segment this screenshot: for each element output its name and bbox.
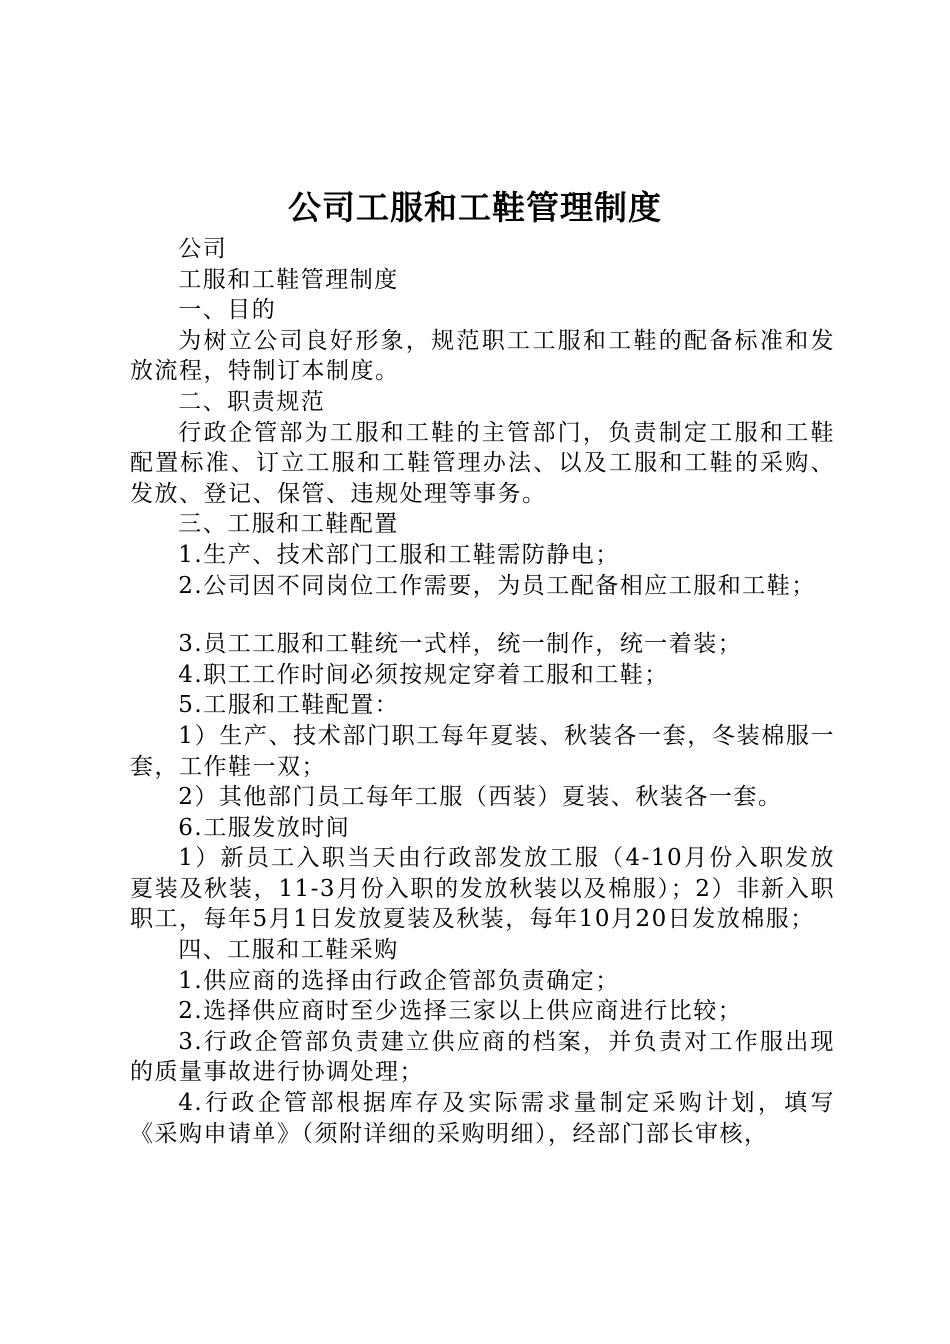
paragraph: 公司	[178, 236, 228, 262]
paragraph: 行政企管部为工服和工鞋的主管部门，负责制定工服和工鞋配置标准、订立工服和工鞋管理办法、以及工服和工鞋的采购、发放、登记、保管、违规处理等事务。	[130, 419, 835, 507]
section-heading: 四、工服和工鞋采购	[178, 937, 399, 964]
document-body	[130, 234, 835, 1149]
section-heading: 一、目的	[178, 297, 277, 324]
list-item: 2.公司因不同岗位工作需要，为员工配备相应工服和工鞋；	[178, 572, 816, 599]
list-item: 3.行政企管部负责建立供应商的档案，并负责对工作服出现的质量事故进行协调处理；	[130, 1028, 835, 1086]
list-item: 4.行政企管部根据库存及实际需求量制定采购计划，填写《采购申请单》（须附详细的采购明细），经部门部长审核，	[130, 1090, 835, 1147]
list-item: 6.工服发放时间	[178, 814, 351, 841]
document-title: 公司工服和工鞋管理制度	[288, 188, 662, 227]
list-item: 1）新员工入职当天由行政部发放工服（4-10月份入职发放夏装及秋装，11-3月份入职的发放秋装以及棉服）；2）非新入职职工，每年5月1日发放夏装及秋装，每年10月20日发放棉服；	[130, 845, 835, 933]
list-item: 3.员工工服和工鞋统一式样，统一制作，统一着装；	[178, 631, 743, 658]
list-item: 2.选择供应商时至少选择三家以上供应商进行比较；	[178, 998, 743, 1025]
list-item: 4.职工工作时间必须按规定穿着工服和工鞋；	[178, 661, 669, 688]
list-item: 2）其他部门员工每年工服（西装）夏装、秋装各一套。	[178, 784, 783, 811]
section-heading: 二、职责规范	[178, 388, 326, 415]
section-heading: 三、工服和工鞋配置	[178, 511, 399, 538]
paragraph: 工服和工鞋管理制度	[178, 266, 399, 293]
list-item: 1.供应商的选择由行政企管部负责确定；	[178, 967, 620, 994]
list-item: 5.工服和工鞋配置：	[178, 692, 400, 719]
list-item: 1.生产、技术部门工服和工鞋需防静电；	[178, 541, 620, 568]
paragraph: 为树立公司良好形象，规范职工工服和工鞋的配备标准和发放流程，特制订本制度。	[130, 327, 835, 385]
list-item: 1）生产、技术部门职工每年夏装、秋装各一套，冬装棉服一套，工作鞋一双；	[130, 722, 835, 780]
